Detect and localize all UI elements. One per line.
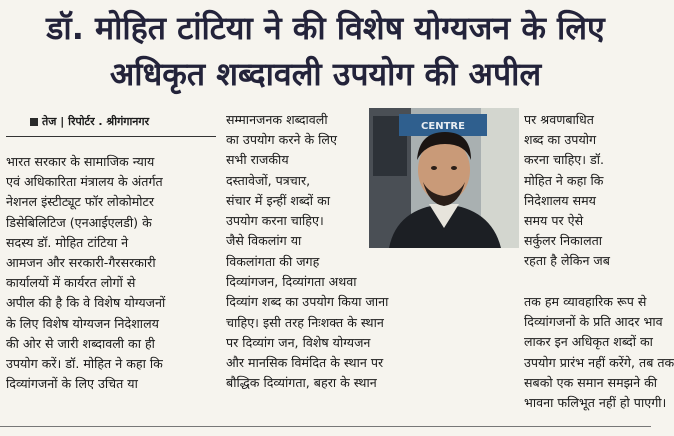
- article-column-2-bottom: [226, 252, 514, 393]
- text-line: दिव्यांगजन, दिव्यांगता अथवा: [226, 274, 357, 290]
- text-line: लाकर इन अधिकृत शब्दों का: [524, 334, 653, 350]
- banner-text: CENTRE: [421, 121, 465, 132]
- text-line: सबको एक समान समझने की: [524, 374, 658, 390]
- text-line: भावना फलिभूत नहीं हो पाएगी।: [524, 395, 667, 411]
- square-bullet-icon: [30, 118, 38, 126]
- article-column-2-top: [226, 110, 364, 251]
- text-line: पर दिव्यांग जन, विशेष योग्यजन: [226, 334, 371, 350]
- byline: [6, 114, 216, 130]
- text-line: पर श्रवणबाधित: [524, 112, 594, 127]
- text-line: सम्मानजनक शब्दावली: [226, 112, 328, 127]
- byline-rule: [6, 136, 216, 137]
- text-line: एवं अधिकारिता मंत्रालय के अंतर्गत: [6, 174, 163, 190]
- text-line: भारत सरकार के सामाजिक न्याय: [6, 154, 155, 169]
- text-line: दस्तावेजों, पत्रचार,: [226, 172, 311, 188]
- article-column-1: [6, 152, 216, 394]
- text-line: का उपयोग करने के लिए: [226, 132, 337, 148]
- article-column-3-bottom: [524, 292, 674, 413]
- text-line: सदस्य डॉ. मोहित टांटिया ने: [6, 234, 129, 250]
- text-line: चाहिए। इसी तरह निःशक्त के स्थान: [226, 314, 384, 330]
- text-line: मोहित ने कहा कि: [524, 172, 604, 188]
- text-line: नेशनल इंस्टीट्यूट फॉर लोकोमोटर: [6, 194, 155, 210]
- text-line: शब्द का उपयोग: [524, 132, 597, 148]
- text-line: जैसे विकलांग या: [226, 233, 302, 249]
- text-line: दिव्यांगजनों के लिए उचित या: [6, 376, 138, 392]
- text-line: रहता है लेकिन जब: [524, 253, 610, 269]
- text-line: आमजन और सरकारी-गैरसरकारी: [6, 255, 156, 271]
- text-line: विकलांगता की जगह: [226, 254, 320, 269]
- text-line: सभी राजकीय: [226, 152, 289, 168]
- text-line: करना चाहिए। डॉ.: [524, 152, 605, 168]
- portrait-photo: [369, 108, 519, 248]
- byline-text: तेज | रिपोर्टर . श्रीगंगानगर: [42, 115, 150, 128]
- text-line: समय पर ऐसे: [524, 213, 584, 229]
- text-line: तक हम व्यावहारिक रूप से: [524, 294, 647, 309]
- text-line: अपील की है कि वे विशेष योग्यजनों: [6, 295, 166, 311]
- text-line: निदेशालय समय: [524, 192, 596, 208]
- text-line: डिसेबिलिटिज (एनआईएलडी) के: [6, 214, 152, 230]
- text-line: दिव्यांगजनों के प्रति आदर भाव: [524, 314, 663, 330]
- text-line: बौद्धिक दिव्यांगता, बहरा के स्थान: [226, 375, 377, 391]
- text-line: कार्यालयों में कार्यरत लोगों से: [6, 275, 136, 291]
- article-column-3-top: [524, 110, 646, 272]
- headline-line-2: अधिकृत शब्दावली उपयोग की अपील: [109, 55, 542, 93]
- headline-line-1: डॉ. मोहित टांटिया ने की विशेष योग्यजन के लिए: [46, 9, 605, 47]
- text-line: सर्कुलर निकालता: [524, 233, 603, 249]
- text-line: की ओर से जारी शब्दावली का ही: [6, 335, 155, 351]
- text-line: उपयोग करना चाहिए।: [226, 213, 324, 229]
- text-line: संचार में इन्हीं शब्दों का: [226, 192, 331, 208]
- bottom-rule: [0, 426, 651, 427]
- text-line: उपयोग प्रारंभ नहीं करेंगे, तब तक: [524, 354, 674, 370]
- text-line: और मानसिक विमंदित के स्थान पर: [226, 355, 384, 371]
- text-line: उपयोग करें। डॉ. मोहित ने कहा कि: [6, 356, 163, 372]
- text-line: के लिए विशेष योग्यजन निदेशालय: [6, 315, 159, 331]
- person-photo-icon: [369, 108, 519, 248]
- text-line: दिव्यांग शब्द का उपयोग किया जाना: [226, 294, 389, 310]
